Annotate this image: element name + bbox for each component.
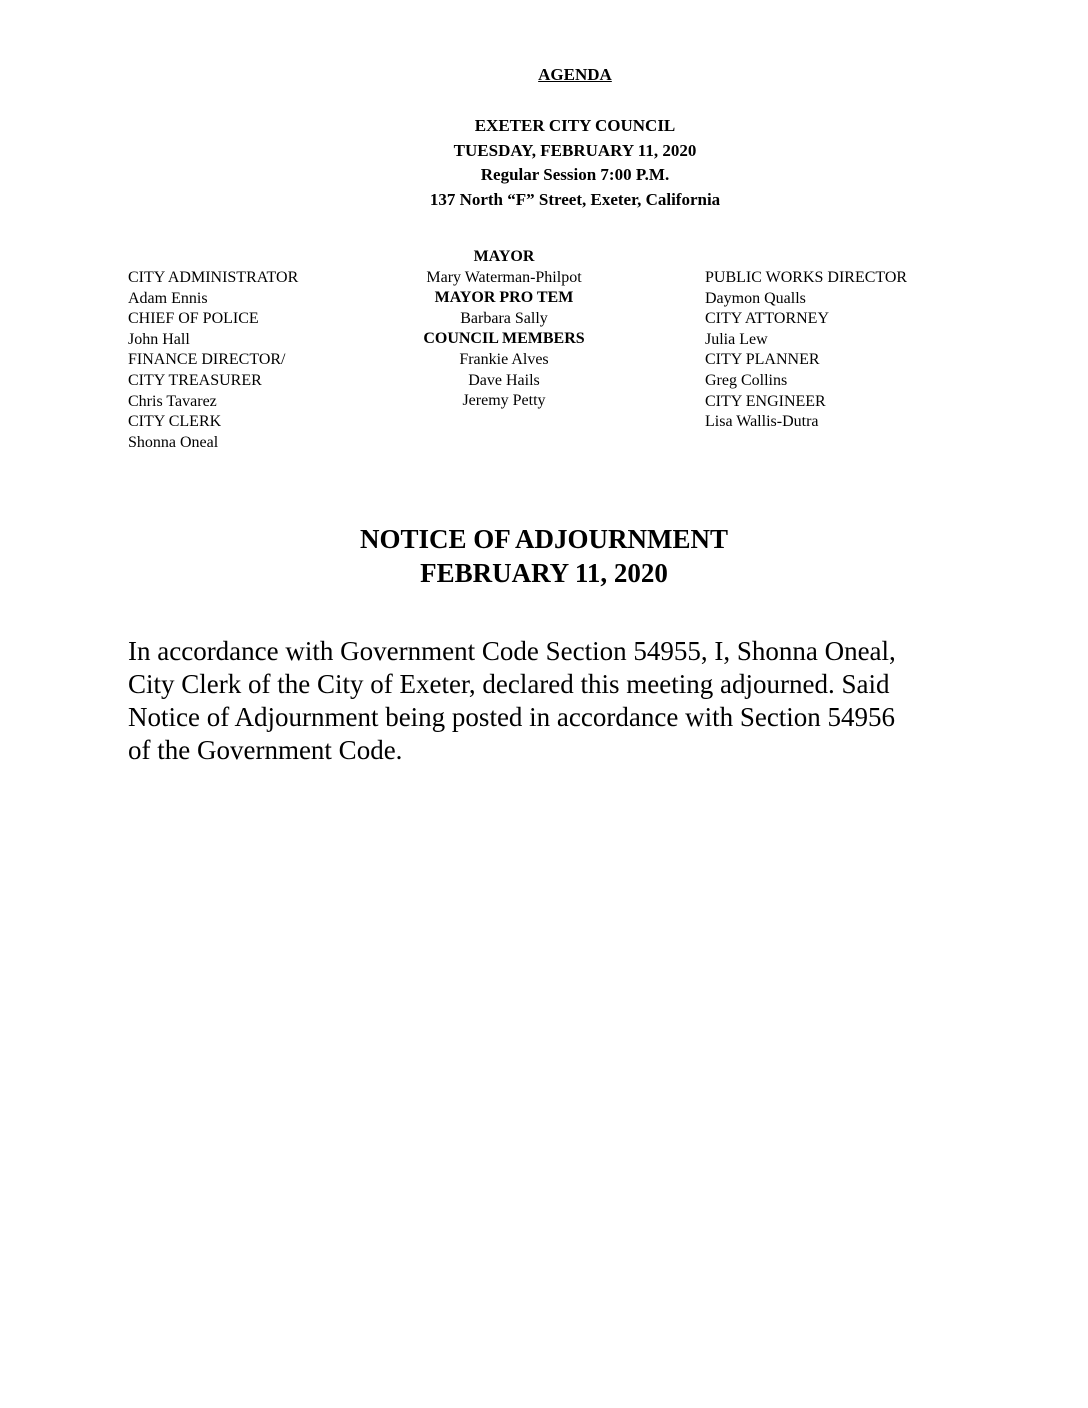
roster-entry: CITY ATTORNEY xyxy=(705,310,829,328)
notice-title xyxy=(0,522,1088,590)
meeting-date: TUESDAY, FEBRUARY 11, 2020 xyxy=(453,140,697,160)
council-member-name: Dave Hails xyxy=(468,371,540,389)
roster-entry: Shonna Oneal xyxy=(128,433,219,451)
council-member-name: Jeremy Petty xyxy=(462,392,546,410)
roster-entry: CITY CLERK xyxy=(128,413,222,431)
roster-entry: Lisa Wallis-Dutra xyxy=(705,413,819,431)
roster-entry: CITY ENGINEER xyxy=(705,392,826,410)
notice-heading: NOTICE OF ADJOURNMENT xyxy=(359,524,729,554)
session-time: Regular Session 7:00 P.M. xyxy=(480,165,670,184)
roster-entry: John Hall xyxy=(128,330,190,348)
council-members-label: COUNCIL MEMBERS xyxy=(423,330,585,348)
roster-entry: Daymon Qualls xyxy=(705,289,806,307)
roster-entry: Chris Tavarez xyxy=(128,392,217,410)
roster-entry: CITY ADMINISTRATOR xyxy=(128,269,299,286)
mayor-pro-tem-name: Barbara Sally xyxy=(460,309,548,327)
council-member-name: Frankie Alves xyxy=(459,350,549,368)
meeting-address: 137 North “F” Street, Exeter, California xyxy=(429,189,721,209)
roster-entry: FINANCE DIRECTOR/ xyxy=(128,351,286,369)
roster-entry: CITY PLANNER xyxy=(705,351,820,369)
mayor-pro-tem-label: MAYOR PRO TEM xyxy=(434,289,574,307)
notice-body-line: City Clerk of the City of Exeter, declared this meeting adjourned. Said xyxy=(128,669,890,699)
roster-entry: Greg Collins xyxy=(705,371,788,389)
council-name: EXETER CITY COUNCIL xyxy=(474,116,676,135)
roster-entry: Adam Ennis xyxy=(128,289,208,307)
mayor-label: MAYOR xyxy=(473,248,535,265)
agenda-title: AGENDA xyxy=(538,65,612,84)
notice-body-line: Notice of Adjournment being posted in accordance with Section 54956 xyxy=(128,702,896,732)
roster-center-column xyxy=(384,247,624,412)
meeting-header xyxy=(0,114,1088,212)
roster-entry: PUBLIC WORKS DIRECTOR xyxy=(705,269,908,286)
roster-entry: CHIEF OF POLICE xyxy=(128,310,259,328)
notice-body xyxy=(128,635,958,767)
roster-entry: CITY TREASURER xyxy=(128,371,262,389)
roster-entry: Julia Lew xyxy=(705,330,768,348)
notice-date: FEBRUARY 11, 2020 xyxy=(420,558,668,588)
mayor-name: Mary Waterman-Philpot xyxy=(426,268,582,286)
notice-body-line: In accordance with Government Code Section 54955, I, Shonna Oneal, xyxy=(128,636,896,666)
roster-left-column xyxy=(128,268,298,453)
notice-body-line: of the Government Code. xyxy=(128,735,403,765)
roster-right-column xyxy=(705,268,907,433)
